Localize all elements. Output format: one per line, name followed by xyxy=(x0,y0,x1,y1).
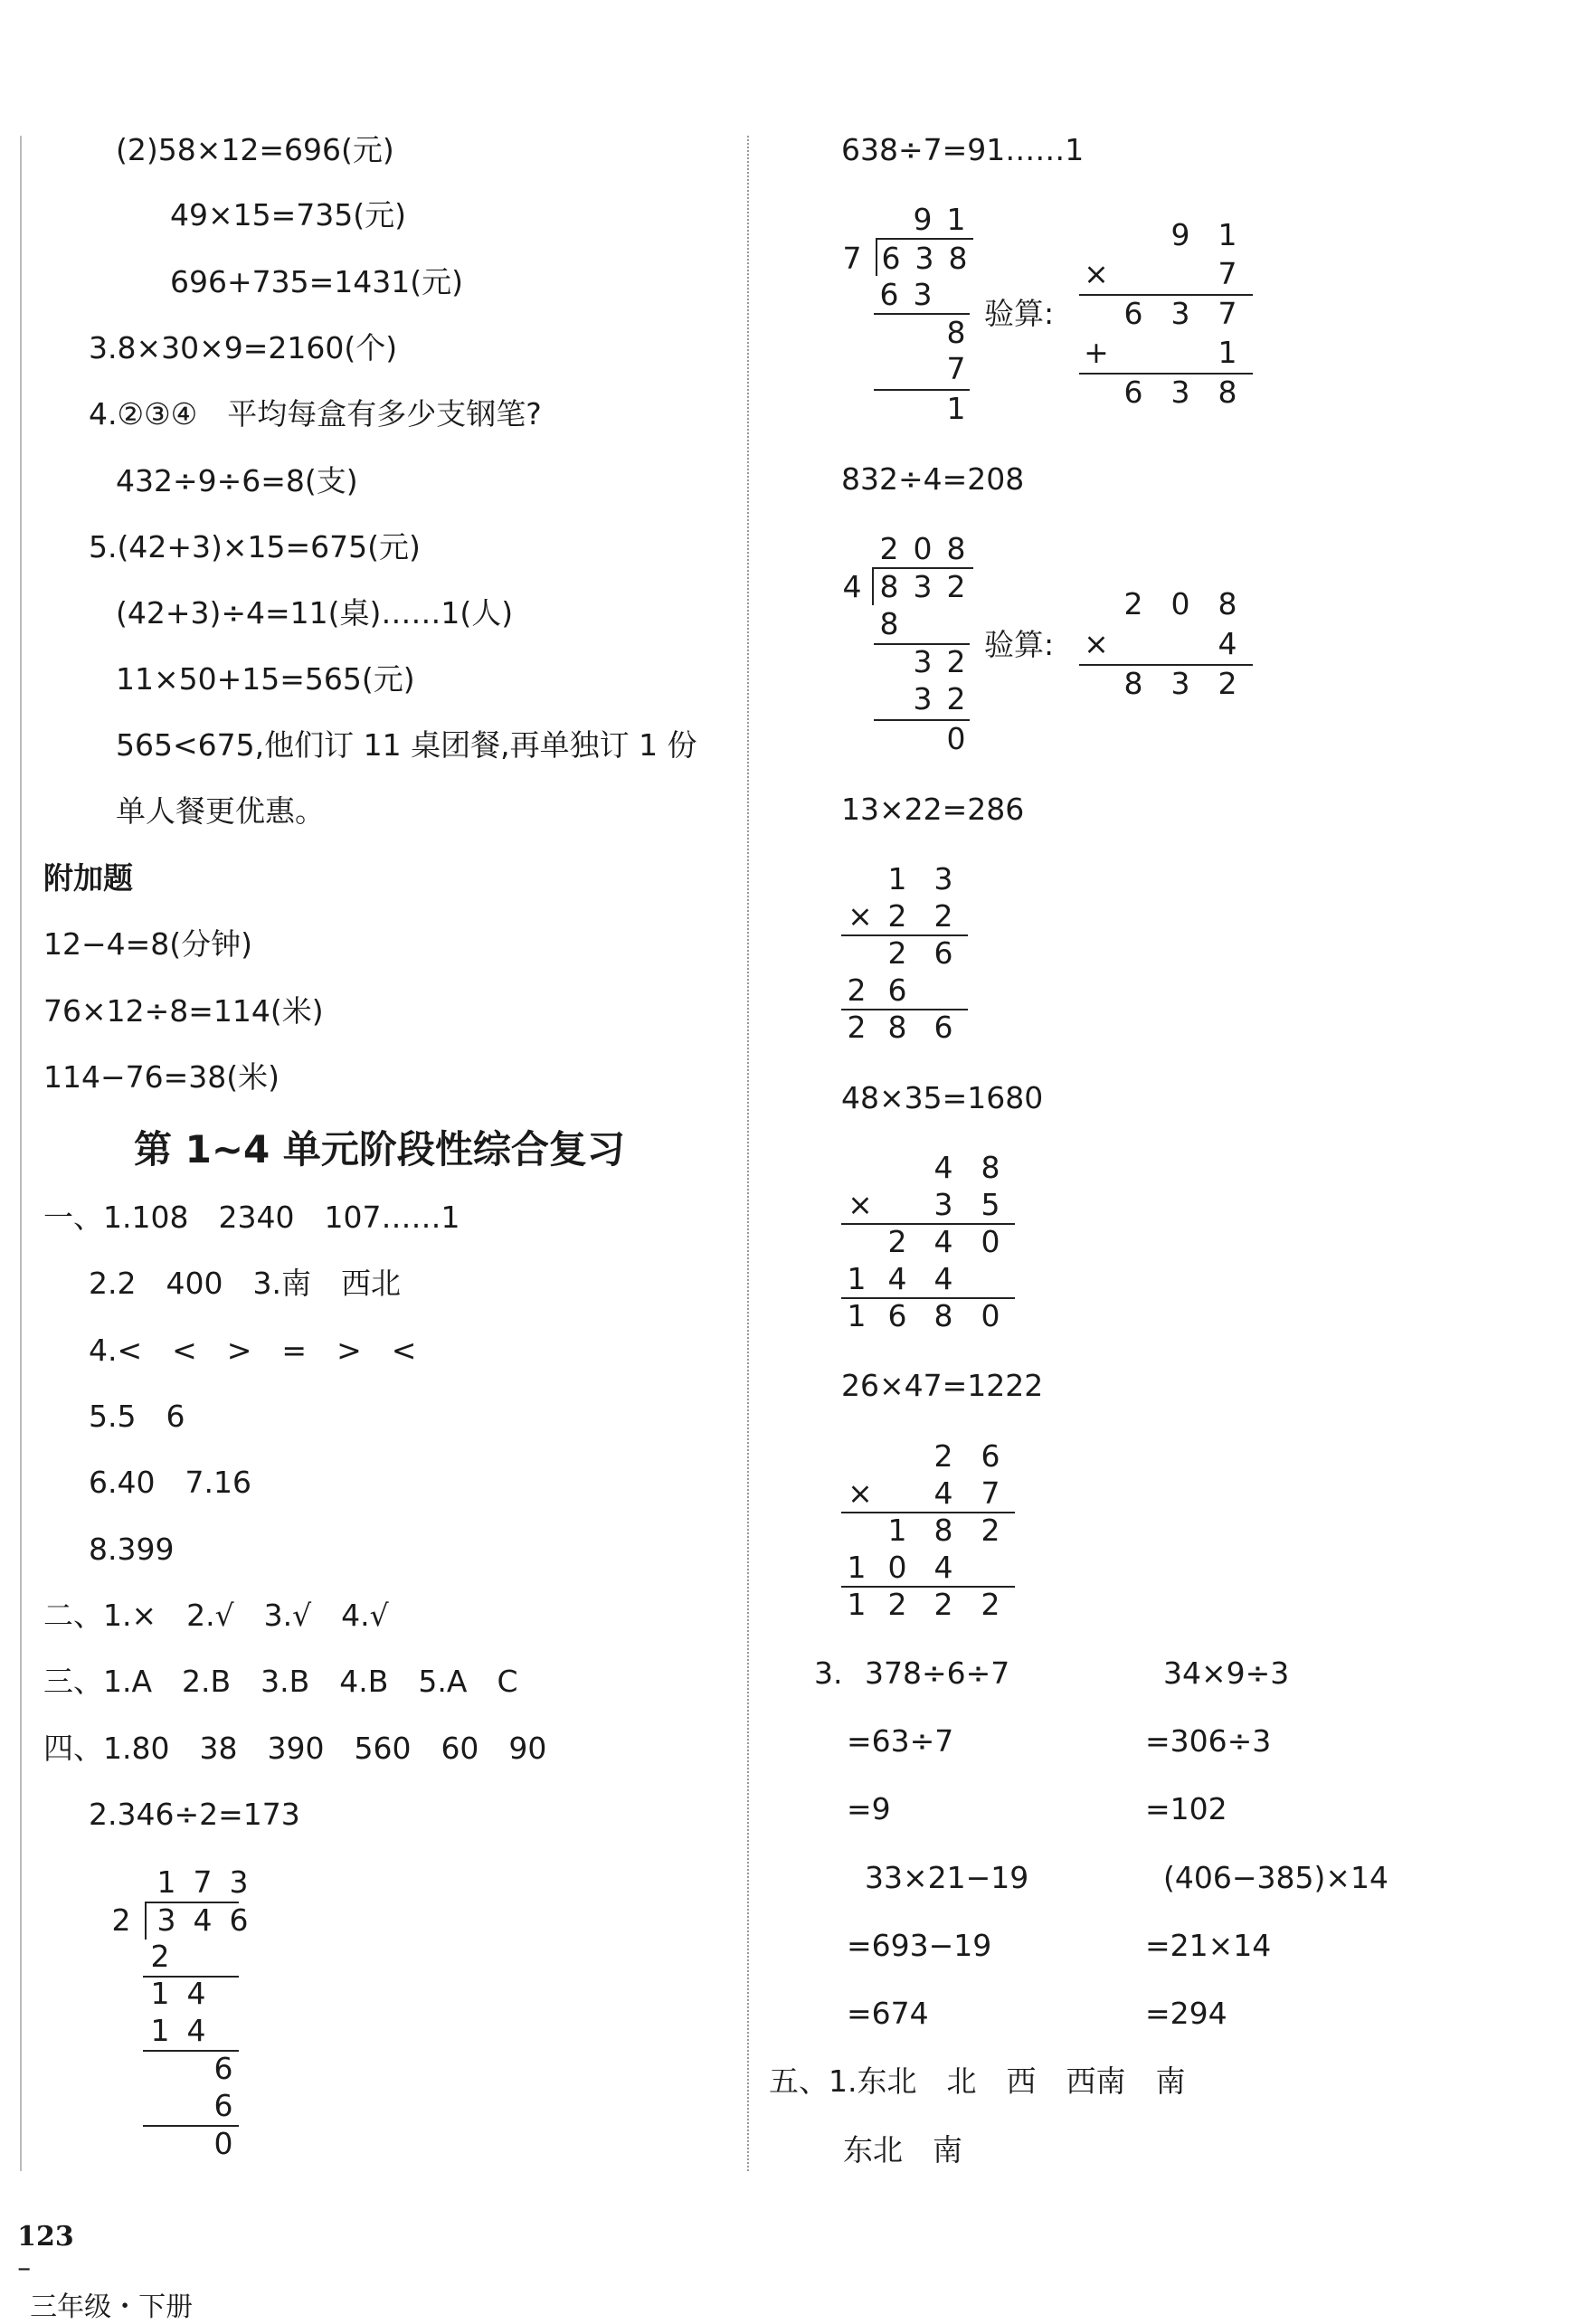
answer-line: 12−4=8(分钟) xyxy=(43,926,253,962)
mul-digit: 2 xyxy=(933,898,953,934)
mul-digit: 1 xyxy=(847,1298,867,1333)
mul-digit: 4 xyxy=(933,1475,953,1511)
check-digit: 3 xyxy=(1170,666,1190,701)
quotient-digit: 0 xyxy=(913,531,933,566)
step-expression: =9 xyxy=(847,1791,891,1826)
quotient-digit: 7 xyxy=(193,1864,213,1900)
step-digit: 0 xyxy=(946,721,966,756)
step-expression: 34×9÷3 xyxy=(1163,1655,1290,1691)
step-digit: 2 xyxy=(946,644,966,679)
step-expression: =674 xyxy=(847,1996,929,2031)
mul-digit: 1 xyxy=(847,1550,867,1585)
mul-digit: 6 xyxy=(887,1298,907,1333)
answer-line: (2)58×12=696(元) xyxy=(116,132,394,167)
equation: 832÷4=208 xyxy=(841,461,1025,497)
divisor-digit: 7 xyxy=(842,241,862,276)
quotient-digit: 9 xyxy=(913,202,933,237)
mul-digit: 1 xyxy=(887,1513,907,1548)
step-digit: 6 xyxy=(213,2088,233,2123)
answer-line: 东北 南 xyxy=(843,2132,962,2167)
step-digit: 8 xyxy=(946,315,966,350)
mul-digit: 4 xyxy=(933,1224,953,1259)
dividend-digit: 6 xyxy=(881,241,901,276)
page-number: 123 xyxy=(17,2221,74,2253)
plus-operator: + xyxy=(1084,335,1109,370)
step-digit: 4 xyxy=(186,2013,206,2048)
times-operator: × xyxy=(1084,626,1109,661)
answer-line: 一、1.108 2340 107……1 xyxy=(43,1200,460,1235)
dividend-digit: 6 xyxy=(229,1902,249,1938)
step-digit: 4 xyxy=(186,1976,206,2011)
step-digit: 2 xyxy=(150,1939,170,1974)
step-expression: =306÷3 xyxy=(1145,1723,1272,1759)
dividend-digit: 8 xyxy=(879,569,899,604)
mul-digit: 2 xyxy=(887,898,907,934)
check-digit: 9 xyxy=(1170,217,1190,252)
check-digit: 3 xyxy=(1170,296,1190,331)
quotient-digit: 1 xyxy=(946,202,966,237)
check-digit: 1 xyxy=(1218,217,1237,252)
step-expression: =693−19 xyxy=(847,1928,992,1963)
quotient-digit: 3 xyxy=(229,1864,249,1900)
check-digit: 7 xyxy=(1218,296,1237,331)
check-digit: 8 xyxy=(1123,666,1143,701)
column-divider xyxy=(747,136,749,2171)
mul-digit: 3 xyxy=(933,1187,953,1222)
check-digit: 3 xyxy=(1170,375,1190,410)
check-digit: 8 xyxy=(1218,586,1237,621)
check-digit: 8 xyxy=(1218,375,1237,410)
step-digit: 1 xyxy=(150,2013,170,2048)
answer-line: 四、1.80 38 390 560 60 90 xyxy=(43,1731,547,1766)
check-digit: 2 xyxy=(1218,666,1237,701)
mul-digit: 2 xyxy=(887,1224,907,1259)
dividend-digit: 2 xyxy=(946,569,966,604)
bonus-heading: 附加题 xyxy=(43,860,133,896)
step-digit: 7 xyxy=(946,351,966,386)
step-expression: (406−385)×14 xyxy=(1163,1860,1389,1895)
mul-digit: 6 xyxy=(933,935,953,971)
answer-line: (42+3)÷4=11(桌)……1(人) xyxy=(116,595,514,631)
mul-digit: 5 xyxy=(981,1187,1000,1222)
step-digit: 3 xyxy=(913,644,933,679)
mul-digit: 0 xyxy=(981,1224,1000,1259)
mul-digit: 4 xyxy=(933,1150,953,1185)
quotient-digit: 1 xyxy=(156,1864,176,1900)
answer-line: 2.346÷2=173 xyxy=(89,1797,300,1832)
division-bar xyxy=(877,238,973,240)
step-expression: =102 xyxy=(1145,1791,1227,1826)
mul-digit: 1 xyxy=(847,1261,867,1296)
dividend-digit: 4 xyxy=(193,1902,213,1938)
mul-digit: 1 xyxy=(887,861,907,896)
check-digit: 1 xyxy=(1218,335,1237,370)
answer-line: 单人餐更优惠。 xyxy=(116,793,325,829)
mul-digit: 0 xyxy=(887,1550,907,1585)
check-label: 验算: xyxy=(984,627,1055,662)
answer-line: 11×50+15=565(元) xyxy=(116,661,415,697)
mul-digit: 6 xyxy=(933,1010,953,1045)
grade-label: 三年级・下册 xyxy=(30,2291,194,2323)
answer-line: 76×12÷8=114(米) xyxy=(43,993,324,1029)
dividend-digit: 3 xyxy=(914,241,934,276)
question-number: 3. xyxy=(814,1655,843,1691)
times-operator: × xyxy=(1084,256,1109,291)
answer-line: 5.(42+3)×15=675(元) xyxy=(89,529,421,564)
divisor-digit: 2 xyxy=(111,1902,131,1938)
answer-line: 4.< < > = > < xyxy=(89,1333,417,1368)
mul-digit: 6 xyxy=(981,1438,1000,1474)
mul-digit: 2 xyxy=(933,1438,953,1474)
dividend-digit: 3 xyxy=(913,569,933,604)
step-expression: =294 xyxy=(1145,1996,1227,2031)
step-digit: 2 xyxy=(946,681,966,716)
times-operator: × xyxy=(848,1187,873,1222)
mul-digit: 8 xyxy=(981,1150,1000,1185)
mul-digit: 4 xyxy=(887,1261,907,1296)
answer-line: 五、1.东北 北 西 西南 南 xyxy=(769,2063,1186,2099)
mul-digit: 2 xyxy=(981,1513,1000,1548)
mul-digit: 2 xyxy=(887,1587,907,1622)
check-digit: 7 xyxy=(1218,256,1237,291)
answer-line: 432÷9÷6=8(支) xyxy=(116,463,358,498)
divisor-digit: 4 xyxy=(842,569,862,604)
check-digit: 4 xyxy=(1218,626,1237,661)
answer-line: 4.②③④ 平均每盒有多少支钢笔? xyxy=(89,396,542,432)
answer-line: 49×15=735(元) xyxy=(170,197,407,232)
mul-digit: 2 xyxy=(887,935,907,971)
answer-line: 二、1.× 2.√ 3.√ 4.√ xyxy=(43,1598,389,1633)
answer-line: 2.2 400 3.南 西北 xyxy=(89,1266,401,1301)
mul-digit: 4 xyxy=(933,1550,953,1585)
step-digit: 3 xyxy=(913,681,933,716)
dividend-digit: 3 xyxy=(156,1902,176,1938)
step-digit: 1 xyxy=(946,391,966,426)
quotient-digit: 8 xyxy=(946,531,966,566)
check-label: 验算: xyxy=(984,296,1055,331)
dividend-digit: 8 xyxy=(948,241,968,276)
mul-digit: 3 xyxy=(933,861,953,896)
equation: 26×47=1222 xyxy=(841,1368,1044,1403)
times-operator: × xyxy=(848,898,873,934)
step-expression: =21×14 xyxy=(1145,1928,1272,1963)
mul-digit: 2 xyxy=(847,1010,867,1045)
step-expression: 378÷6÷7 xyxy=(865,1655,1010,1691)
answer-line: 696+735=1431(元) xyxy=(170,264,464,299)
answer-line: 565<675,他们订 11 桌团餐,再单独订 1 份 xyxy=(116,727,697,763)
mul-digit: 2 xyxy=(847,972,867,1008)
step-digit: 1 xyxy=(150,1976,170,2011)
check-digit: 0 xyxy=(1170,586,1190,621)
mul-digit: 2 xyxy=(933,1587,953,1622)
mul-digit: 8 xyxy=(933,1513,953,1548)
step-digit: 6 xyxy=(879,277,899,312)
step-digit: 6 xyxy=(213,2051,233,2086)
answer-line: 6.40 7.16 xyxy=(89,1465,251,1500)
answer-line: 114−76=38(米) xyxy=(43,1059,280,1095)
answer-line: 3.8×30×9=2160(个) xyxy=(89,330,398,365)
check-digit: 2 xyxy=(1123,586,1143,621)
left-edge-rule xyxy=(20,136,22,2171)
mul-digit: 2 xyxy=(981,1587,1000,1622)
mul-digit: 8 xyxy=(933,1298,953,1333)
step-digit: 8 xyxy=(879,606,899,641)
answer-line: 5.5 6 xyxy=(89,1399,185,1434)
equation: 13×22=286 xyxy=(841,792,1025,827)
step-expression: 33×21−19 xyxy=(865,1860,1029,1895)
step-expression: =63÷7 xyxy=(847,1723,954,1759)
mul-digit: 6 xyxy=(887,972,907,1008)
equation: 48×35=1680 xyxy=(841,1080,1044,1115)
answer-line: 8.399 xyxy=(89,1532,175,1567)
footer-dash: – xyxy=(17,2253,32,2284)
page-footer xyxy=(0,2189,193,2324)
check-digit: 6 xyxy=(1123,375,1143,410)
equation: 638÷7=91……1 xyxy=(841,132,1085,167)
division-bracket xyxy=(145,1902,147,1940)
section-title: 第 1~4 单元阶段性综合复习 xyxy=(134,1127,625,1171)
mul-digit: 8 xyxy=(887,1010,907,1045)
times-operator: × xyxy=(848,1475,873,1511)
step-digit: 3 xyxy=(913,277,933,312)
check-digit: 6 xyxy=(1123,296,1143,331)
step-digit: 0 xyxy=(213,2126,233,2161)
quotient-digit: 2 xyxy=(879,531,899,566)
mul-digit: 1 xyxy=(847,1587,867,1622)
mul-digit: 7 xyxy=(981,1475,1000,1511)
mul-digit: 4 xyxy=(933,1261,953,1296)
mul-digit: 0 xyxy=(981,1298,1000,1333)
answer-line: 三、1.A 2.B 3.B 4.B 5.A C xyxy=(43,1664,518,1699)
